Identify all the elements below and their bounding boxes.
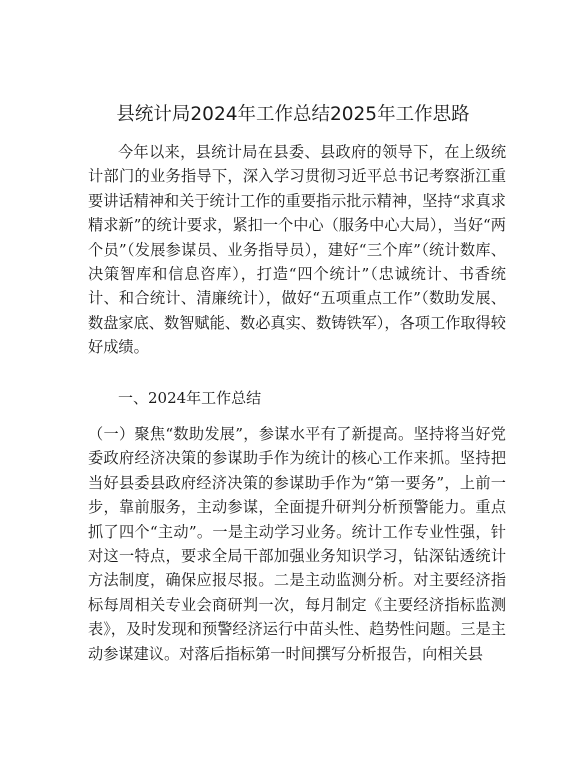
document-title: 县统计局2024年工作总结2025年工作思路 xyxy=(116,104,470,125)
intro-paragraph: 今年以来，县统计局在县委、县政府的领导下，在上级统计部门的业务指导下，深入学习贯彻习近平总书记考察浙江重要讲话精神和关于统计工作的重要指示批示精神，坚持“求真求精求新”的统计要求，紧扣一个中心（服务中心大局），当好“两个员”（发展参谋员、业务指导员），建好“三个库”（统计数库、决策智库和信息咨库），打造“四个统计”（忠诚统计、书香统计、和合统计、清廉统计），做好“五项重点工作”（数助发展、数盘家底、数智赋能、数必真实、数铸铁军），各项工作取得较好成绩。 xyxy=(88,143,506,357)
section-paragraph: （一）聚焦“数助发展”，参谋水平有了新提高。坚持将当好党委政府经济决策的参谋助手作为统计的核心工作来抓。坚持把当好县委县政府经济决策的参谋助手作为“第一要务”，上前一步，靠前服务，主动参谋，全面提升研判分析预警能力。重点抓了四个“主动”。一是主动学习业务。统计工作专业性强，针对这一特点，要求全局干部加强业务知识学习，钻深钻透统计方法制度，确保应报尽报。二是主动监测分析。对主要经济指标每周相关专业会商研判一次，每月制定《主要经济指标监测表》，及时发现和预警经济运行中苗头性、趋势性问题。三是主动参谋建议。对落后指标第一时间撰写分析报告，向相关县 xyxy=(88,425,506,663)
section-heading: 一、2024年工作总结 xyxy=(118,389,262,407)
